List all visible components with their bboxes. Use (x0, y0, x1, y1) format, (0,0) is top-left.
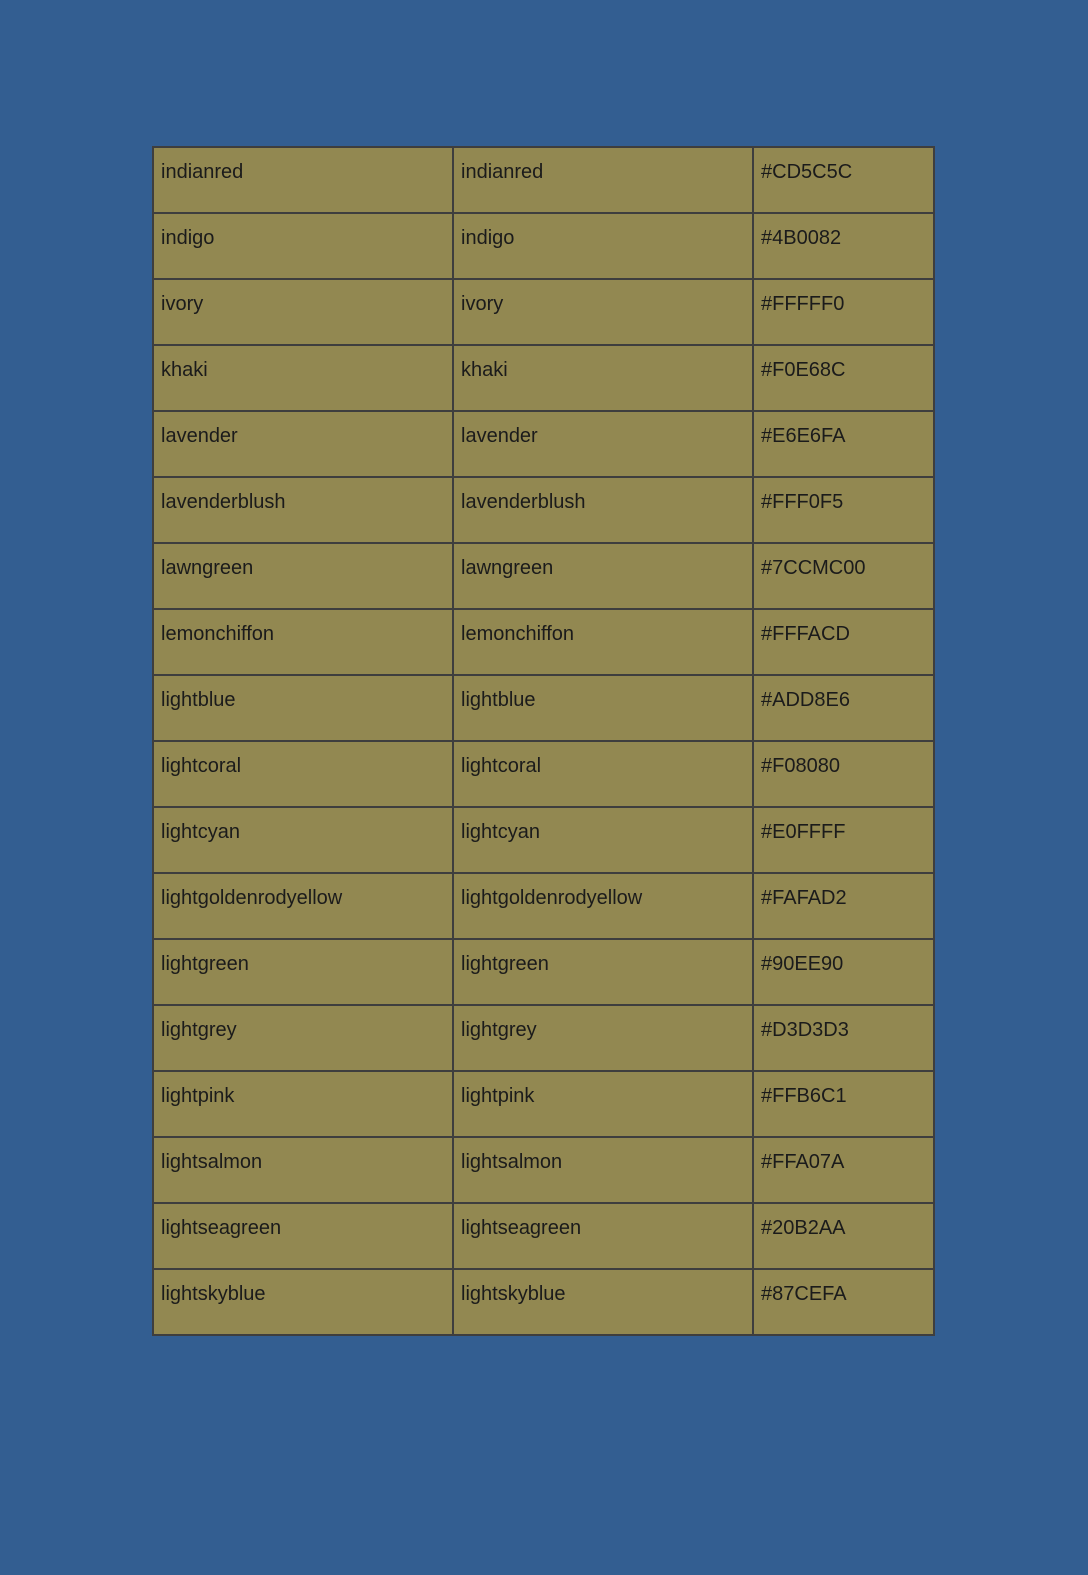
color-table (152, 146, 935, 1336)
table-row (153, 1203, 934, 1269)
color-name-cell: lightcyan (153, 807, 453, 873)
color-name-cell: lightsalmon (153, 1137, 453, 1203)
color-keyword-cell: indigo (453, 213, 753, 279)
hex-code-cell: #F08080 (753, 741, 934, 807)
hex-code-cell: #CD5C5C (753, 147, 934, 213)
color-name-cell: lightgreen (153, 939, 453, 1005)
color-keyword-cell: lightgrey (453, 1005, 753, 1071)
hex-code-cell: #FFFFF0 (753, 279, 934, 345)
color-keyword-cell: lavender (453, 411, 753, 477)
hex-code-cell: #ADD8E6 (753, 675, 934, 741)
hex-code-cell: #E6E6FA (753, 411, 934, 477)
color-keyword-cell: khaki (453, 345, 753, 411)
color-keyword-cell: lightseagreen (453, 1203, 753, 1269)
table-row (153, 1005, 934, 1071)
color-keyword-cell: lightcoral (453, 741, 753, 807)
color-name-cell: lightgrey (153, 1005, 453, 1071)
color-keyword-cell: lightgreen (453, 939, 753, 1005)
table-row (153, 807, 934, 873)
hex-code-cell: #FFF0F5 (753, 477, 934, 543)
color-keyword-cell: ivory (453, 279, 753, 345)
table-row (153, 741, 934, 807)
color-keyword-cell: lemonchiffon (453, 609, 753, 675)
color-name-cell: lawngreen (153, 543, 453, 609)
color-name-cell: indianred (153, 147, 453, 213)
color-keyword-cell: lavenderblush (453, 477, 753, 543)
color-name-cell: lavenderblush (153, 477, 453, 543)
table-row (153, 1137, 934, 1203)
hex-code-cell: #87CEFA (753, 1269, 934, 1335)
hex-code-cell: #FAFAD2 (753, 873, 934, 939)
table-row (153, 675, 934, 741)
color-keyword-cell: lightcyan (453, 807, 753, 873)
color-name-cell: lightblue (153, 675, 453, 741)
hex-code-cell: #4B0082 (753, 213, 934, 279)
table-row (153, 609, 934, 675)
color-name-cell: lightseagreen (153, 1203, 453, 1269)
color-keyword-cell: lightgoldenrodyellow (453, 873, 753, 939)
table-row (153, 279, 934, 345)
color-name-cell: lightpink (153, 1071, 453, 1137)
hex-code-cell: #20B2AA (753, 1203, 934, 1269)
table-row (153, 411, 934, 477)
hex-code-cell: #E0FFFF (753, 807, 934, 873)
color-name-cell: lightskyblue (153, 1269, 453, 1335)
color-name-cell: ivory (153, 279, 453, 345)
color-keyword-cell: indianred (453, 147, 753, 213)
color-keyword-cell: lightblue (453, 675, 753, 741)
hex-code-cell: #90EE90 (753, 939, 934, 1005)
color-name-cell: lightcoral (153, 741, 453, 807)
table-row (153, 345, 934, 411)
table-row (153, 1269, 934, 1335)
table-row (153, 147, 934, 213)
color-keyword-cell: lightsalmon (453, 1137, 753, 1203)
table-row (153, 477, 934, 543)
table-row (153, 873, 934, 939)
color-name-cell: khaki (153, 345, 453, 411)
color-keyword-cell: lightpink (453, 1071, 753, 1137)
hex-code-cell: #FFB6C1 (753, 1071, 934, 1137)
hex-code-cell: #D3D3D3 (753, 1005, 934, 1071)
hex-code-cell: #FFFACD (753, 609, 934, 675)
table-row (153, 1071, 934, 1137)
color-name-cell: lightgoldenrodyellow (153, 873, 453, 939)
table-row (153, 543, 934, 609)
color-keyword-cell: lightskyblue (453, 1269, 753, 1335)
color-table-body (153, 147, 934, 1335)
color-name-cell: indigo (153, 213, 453, 279)
hex-code-cell: #F0E68C (753, 345, 934, 411)
hex-code-cell: #7CCMC00 (753, 543, 934, 609)
table-row (153, 213, 934, 279)
color-keyword-cell: lawngreen (453, 543, 753, 609)
color-name-cell: lemonchiffon (153, 609, 453, 675)
hex-code-cell: #FFA07A (753, 1137, 934, 1203)
table-row (153, 939, 934, 1005)
color-name-cell: lavender (153, 411, 453, 477)
